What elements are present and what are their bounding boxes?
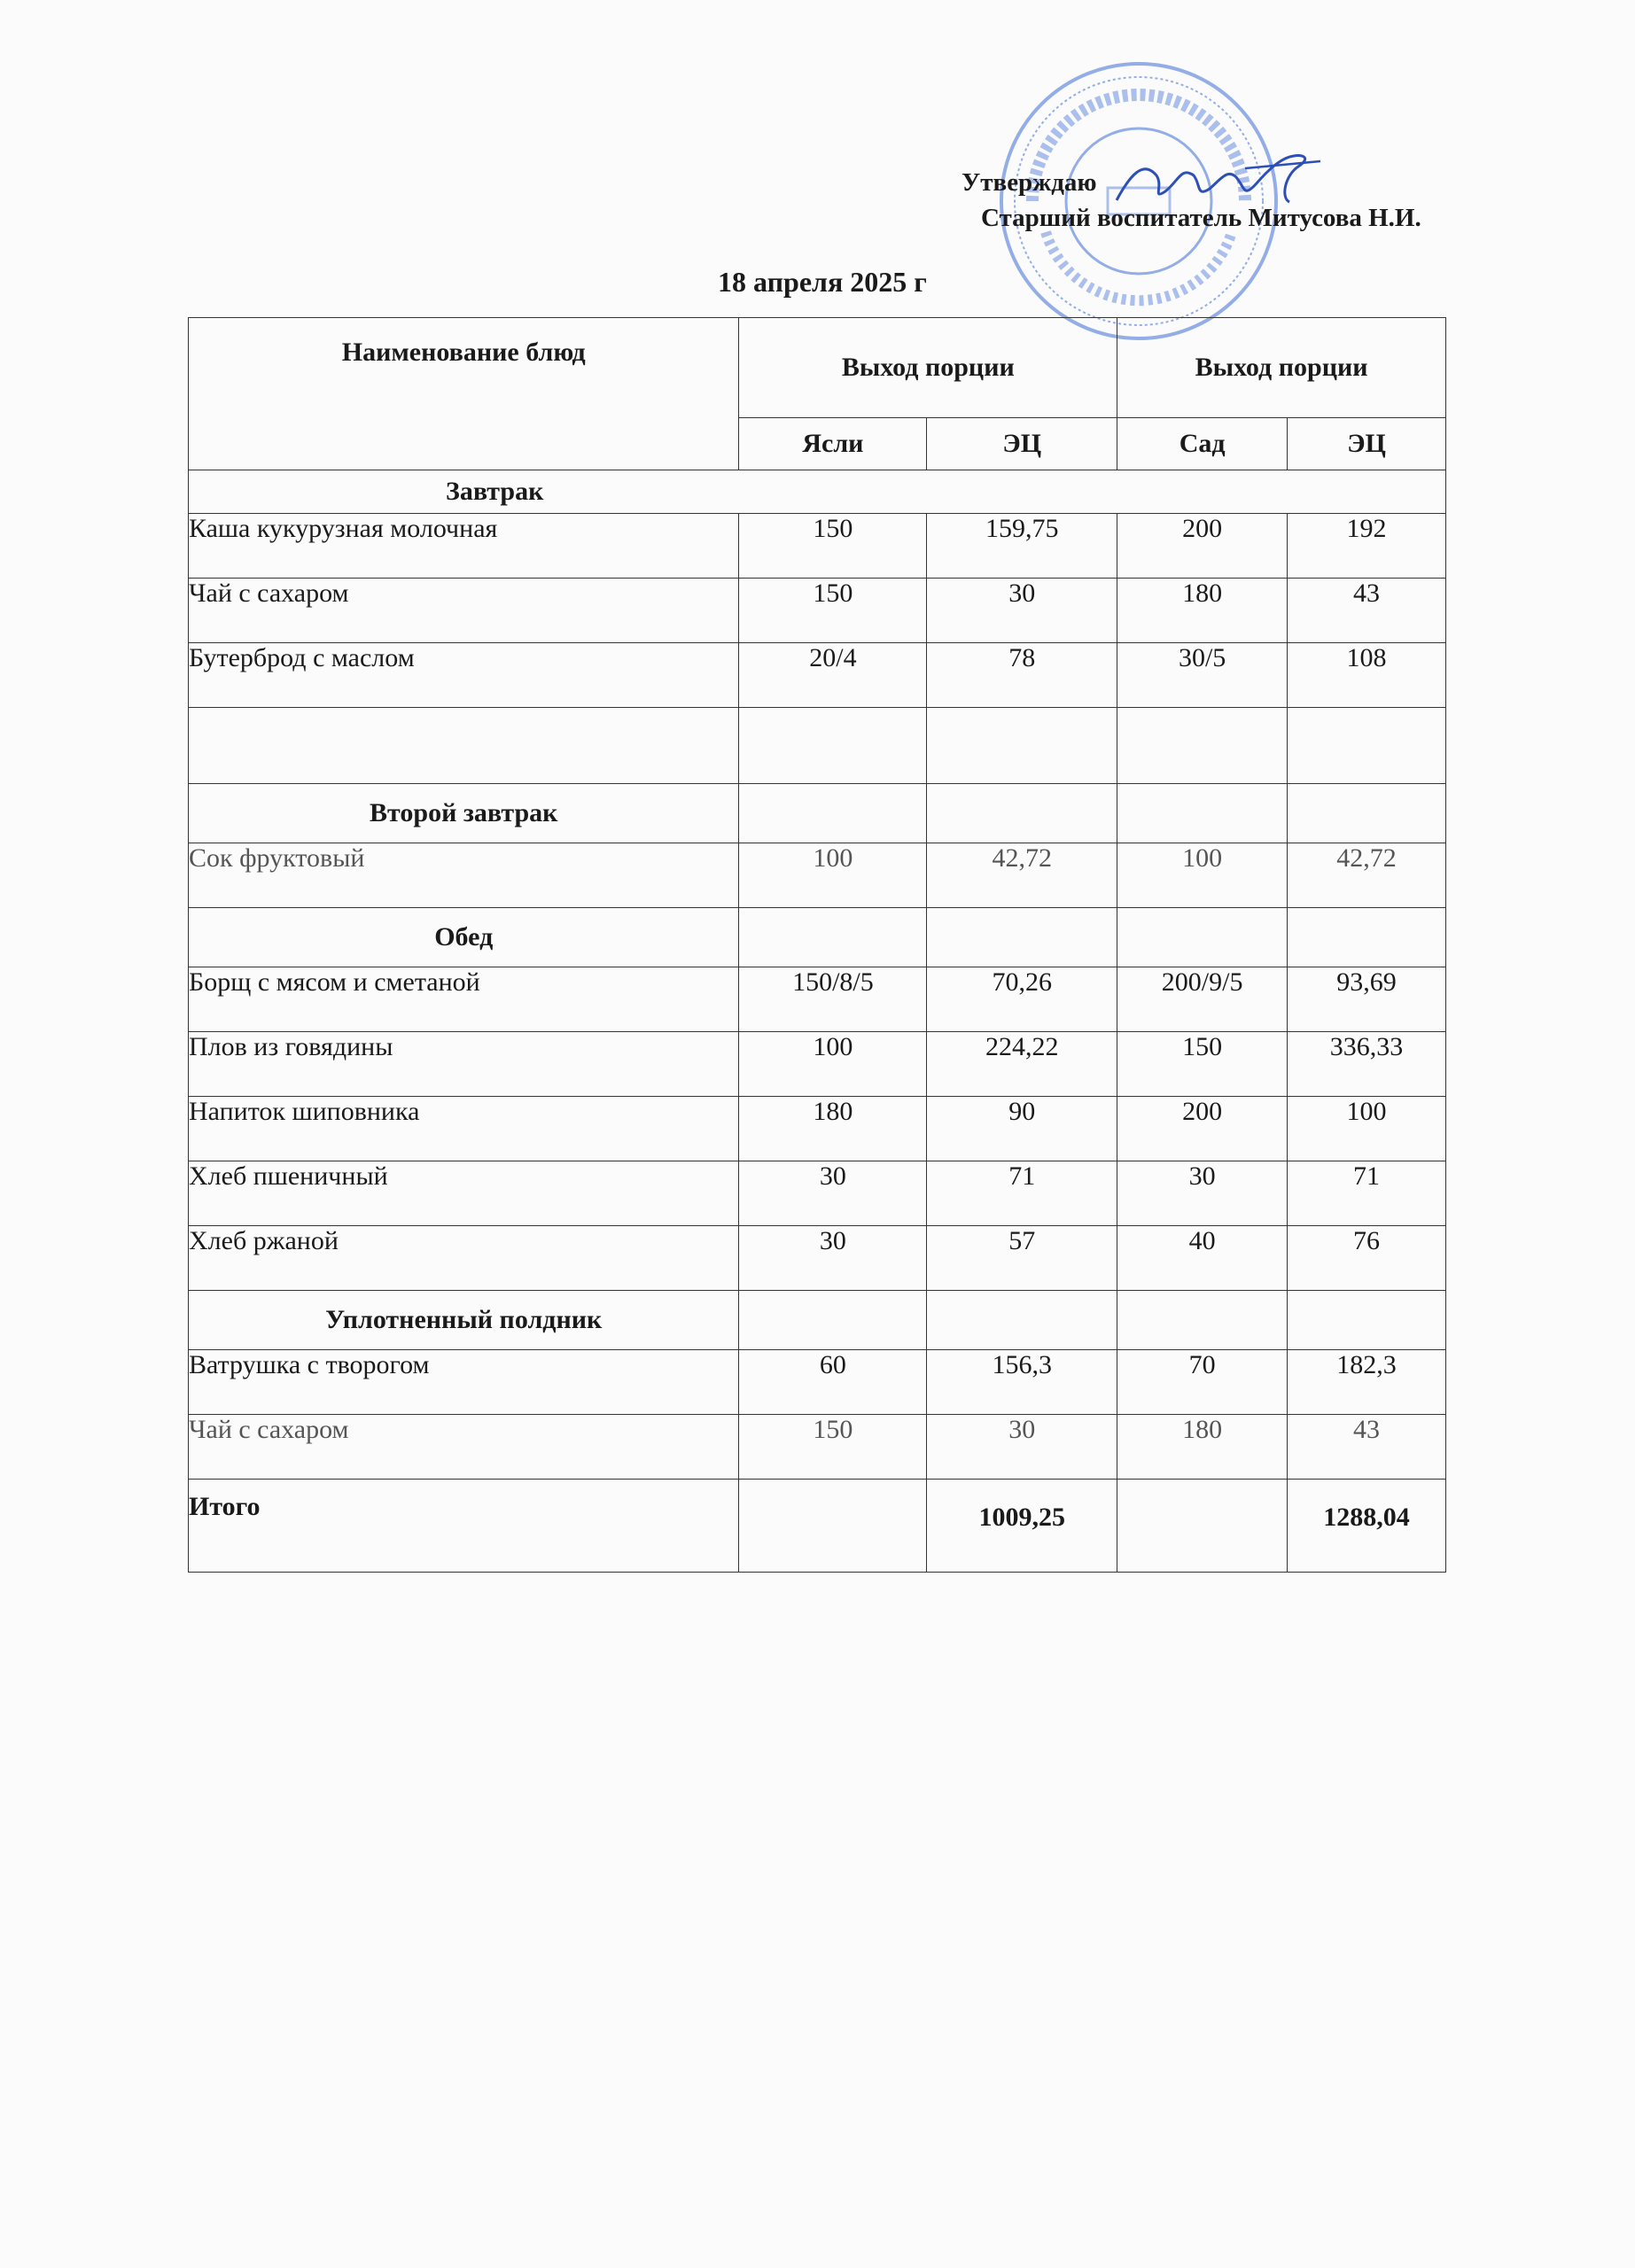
kindergarten-portion: 200/9/5 [1117, 967, 1288, 1032]
kindergarten-portion: 40 [1117, 1226, 1288, 1291]
dish-name: Чай с сахаром [189, 1415, 739, 1480]
empty-cell [739, 1291, 927, 1350]
nursery-energy: 159,75 [927, 514, 1117, 579]
kindergarten-portion: 200 [1117, 1097, 1288, 1161]
dish-name: Каша кукурузная молочная [189, 514, 739, 579]
header-nursery: Ясли [739, 418, 927, 470]
kindergarten-energy: 182,3 [1288, 1350, 1446, 1415]
section-row-breakfast [189, 470, 1446, 514]
nursery-portion: 20/4 [739, 643, 927, 708]
table-row [189, 1032, 1446, 1097]
nursery-portion: 60 [739, 1350, 927, 1415]
dish-name: Хлеб пшеничный [189, 1161, 739, 1226]
empty-cell [927, 708, 1117, 784]
total-kindergarten-energy: 1288,04 [1288, 1480, 1446, 1573]
kindergarten-portion: 30 [1117, 1161, 1288, 1226]
dish-name: Борщ с мясом и сметаной [189, 967, 739, 1032]
table-row [189, 643, 1446, 708]
kindergarten-portion: 180 [1117, 1415, 1288, 1480]
table-row [189, 1350, 1446, 1415]
nursery-energy: 57 [927, 1226, 1117, 1291]
dish-name: Ватрушка с творогом [189, 1350, 739, 1415]
kindergarten-energy: 100 [1288, 1097, 1446, 1161]
empty-cell [1117, 1291, 1288, 1350]
table-row [189, 1415, 1446, 1480]
section-second-breakfast: Второй завтрак [189, 784, 739, 843]
approval-signatory: Старший воспитатель Митусова Н.И. [981, 204, 1421, 232]
header-energy-1: ЭЦ [927, 418, 1117, 470]
dish-name: Хлеб ржаной [189, 1226, 739, 1291]
nursery-portion: 150 [739, 514, 927, 579]
empty-cell [927, 908, 1117, 967]
header-kindergarten: Сад [1117, 418, 1288, 470]
header-energy-2: ЭЦ [1288, 418, 1446, 470]
nursery-energy: 224,22 [927, 1032, 1117, 1097]
kindergarten-energy: 71 [1288, 1161, 1446, 1226]
section-snack: Уплотненный полдник [189, 1291, 739, 1350]
kindergarten-energy: 43 [1288, 579, 1446, 643]
nursery-portion: 180 [739, 1097, 927, 1161]
kindergarten-energy: 192 [1288, 514, 1446, 579]
kindergarten-energy: 108 [1288, 643, 1446, 708]
dish-name: Бутерброд с маслом [189, 643, 739, 708]
header-portion-group-1: Выход порции [739, 318, 1117, 418]
approval-title: Утверждаю [962, 168, 1097, 197]
nursery-portion: 150/8/5 [739, 967, 927, 1032]
nursery-portion: 100 [739, 843, 927, 908]
dish-name: Плов из говядины [189, 1032, 739, 1097]
kindergarten-energy: 336,33 [1288, 1032, 1446, 1097]
kindergarten-portion: 180 [1117, 579, 1288, 643]
empty-cell [1117, 1480, 1288, 1573]
total-label: Итого [189, 1480, 739, 1573]
empty-cell [739, 784, 927, 843]
nursery-portion: 30 [739, 1161, 927, 1226]
empty-cell [739, 1480, 927, 1573]
empty-cell [1288, 908, 1446, 967]
kindergarten-energy: 42,72 [1288, 843, 1446, 908]
nursery-energy: 71 [927, 1161, 1117, 1226]
section-row-snack [189, 1291, 1446, 1350]
nursery-energy: 42,72 [927, 843, 1117, 908]
table-header-row [189, 318, 1446, 418]
kindergarten-portion: 70 [1117, 1350, 1288, 1415]
total-row [189, 1480, 1446, 1573]
table-row [189, 1097, 1446, 1161]
empty-cell [1117, 708, 1288, 784]
document-date: 18 апреля 2025 г [718, 266, 927, 298]
table-row [189, 1161, 1446, 1226]
nursery-energy: 70,26 [927, 967, 1117, 1032]
header-portion-group-2: Выход порции [1117, 318, 1446, 418]
section-breakfast: Завтрак [189, 470, 1446, 514]
table-row [189, 579, 1446, 643]
kindergarten-energy: 93,69 [1288, 967, 1446, 1032]
empty-cell [927, 784, 1117, 843]
empty-cell [1288, 708, 1446, 784]
dish-name: Сок фруктовый [189, 843, 739, 908]
empty-cell [1288, 1291, 1446, 1350]
section-row-lunch [189, 908, 1446, 967]
section-row-second-breakfast [189, 784, 1446, 843]
table-row [189, 514, 1446, 579]
nursery-energy: 30 [927, 579, 1117, 643]
menu-table [188, 317, 1446, 1573]
kindergarten-energy: 43 [1288, 1415, 1446, 1480]
kindergarten-portion: 30/5 [1117, 643, 1288, 708]
table-row [189, 1226, 1446, 1291]
empty-cell [739, 708, 927, 784]
nursery-energy: 78 [927, 643, 1117, 708]
kindergarten-portion: 150 [1117, 1032, 1288, 1097]
nursery-portion: 150 [739, 1415, 927, 1480]
header-dish-name: Наименование блюд [189, 318, 739, 470]
kindergarten-portion: 100 [1117, 843, 1288, 908]
empty-cell [1117, 908, 1288, 967]
empty-cell [1117, 784, 1288, 843]
dish-name: Чай с сахаром [189, 579, 739, 643]
total-nursery-energy: 1009,25 [927, 1480, 1117, 1573]
nursery-portion: 150 [739, 579, 927, 643]
dish-name: Напиток шиповника [189, 1097, 739, 1161]
approval-block [962, 165, 1421, 236]
nursery-energy: 156,3 [927, 1350, 1117, 1415]
empty-cell [927, 1291, 1117, 1350]
table-row [189, 843, 1446, 908]
kindergarten-portion: 200 [1117, 514, 1288, 579]
nursery-energy: 30 [927, 1415, 1117, 1480]
empty-cell [739, 908, 927, 967]
table-row [189, 967, 1446, 1032]
nursery-energy: 90 [927, 1097, 1117, 1161]
kindergarten-energy: 76 [1288, 1226, 1446, 1291]
nursery-portion: 100 [739, 1032, 927, 1097]
empty-cell [189, 708, 739, 784]
nursery-portion: 30 [739, 1226, 927, 1291]
empty-cell [1288, 784, 1446, 843]
empty-row [189, 708, 1446, 784]
section-lunch: Обед [189, 908, 739, 967]
